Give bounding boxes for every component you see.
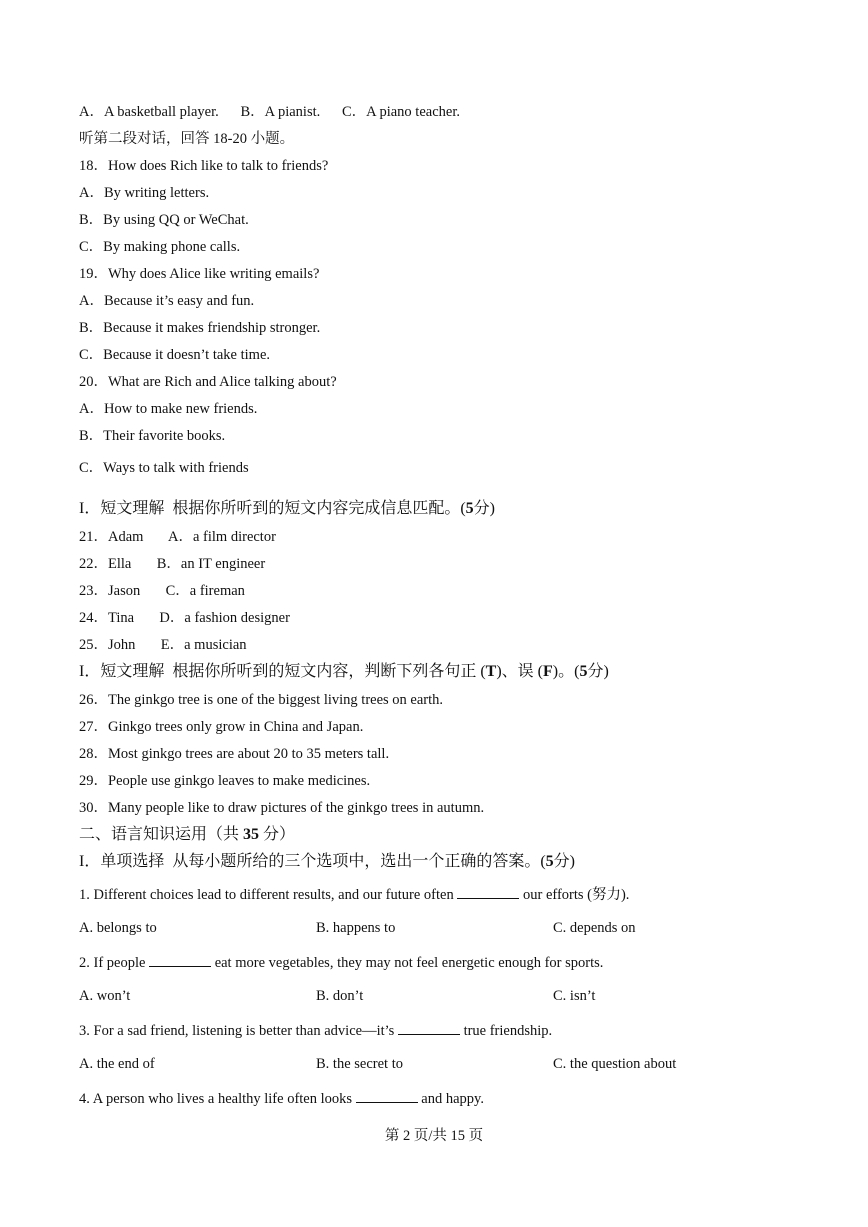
mc-3-option-b: B. the secret to: [316, 1056, 403, 1072]
mc-1-option-a: A. belongs to: [79, 920, 157, 936]
dialogue-2-instruction: 听第二段对话，回答 18-20 小题。: [79, 131, 295, 147]
mc-question-2: 2. If people eat more vegetables, they may not feel energetic enough for sports.: [79, 955, 604, 971]
matching-item-24: 24．Tina D．a fashion designer: [79, 610, 290, 626]
question-18: 18．How does Rich like to talk to friends?: [79, 158, 329, 174]
line-17-options: A．A basketball player. B．A pianist. C．A piano teacher.: [79, 104, 460, 120]
option-19-b: B．Because it makes friendship stronger.: [79, 320, 321, 336]
option-18-c: C．By making phone calls.: [79, 239, 241, 255]
mc-2-option-c: C. isn’t: [553, 988, 596, 1004]
section-matching-heading: I．短文理解 根据你所听到的短文内容完成信息匹配。(5分): [79, 500, 496, 517]
option-18-a: A．By writing letters.: [79, 185, 210, 201]
section-true-false-heading: I．短文理解 根据你所听到的短文内容，判断下列各句正 (T)、误 (F)。(5分): [79, 663, 609, 680]
mc-question-3: 3. For a sad friend, listening is better than advice—it’s true friendship.: [79, 1023, 553, 1039]
question-20: 20．What are Rich and Alice talking about?: [79, 374, 337, 390]
single-choice-heading: I．单项选择 从每小题所给的三个选项中，选出一个正确的答案。(5分): [79, 853, 576, 870]
matching-item-21: 21．Adam A．a film director: [79, 529, 276, 545]
answer-blank[interactable]: [457, 885, 519, 899]
answer-blank[interactable]: [356, 1089, 418, 1103]
part-2-heading: 二、语言知识运用（共 35 分）: [79, 826, 296, 843]
mc-2-option-a: A. won’t: [79, 988, 131, 1004]
option-20-a: A．How to make new friends.: [79, 401, 258, 417]
option-20-b: B．Their favorite books.: [79, 428, 226, 444]
mc-3-option-a: A. the end of: [79, 1056, 155, 1072]
question-19: 19．Why does Alice like writing emails?: [79, 266, 320, 282]
tf-item-28: 28．Most ginkgo trees are about 20 to 35 meters tall.: [79, 746, 390, 762]
matching-item-23: 23．Jason C．a fireman: [79, 583, 245, 599]
option-19-c: C．Because it doesn’t take time.: [79, 347, 271, 363]
matching-item-25: 25．John E．a musician: [79, 637, 247, 653]
mc-question-1: 1. Different choices lead to different results, and our future often our efforts (努力).: [79, 887, 630, 903]
option-20-c: C．Ways to talk with friends: [79, 460, 249, 476]
answer-blank[interactable]: [149, 953, 211, 967]
tf-item-27: 27．Ginkgo trees only grow in China and Japan.: [79, 719, 364, 735]
option-19-a: A．Because it’s easy and fun.: [79, 293, 255, 309]
page-number-footer: 第 2 页/共 15 页: [384, 1128, 484, 1144]
tf-item-29: 29．People use ginkgo leaves to make medicines.: [79, 773, 371, 789]
mc-question-4: 4. A person who lives a healthy life often looks and happy.: [79, 1091, 484, 1107]
tf-item-30: 30．Many people like to draw pictures of the ginkgo trees in autumn.: [79, 800, 485, 816]
mc-1-option-b: B. happens to: [316, 920, 396, 936]
mc-3-option-c: C. the question about: [553, 1056, 677, 1072]
tf-item-26: 26．The ginkgo tree is one of the biggest living trees on earth.: [79, 692, 444, 708]
answer-blank[interactable]: [398, 1021, 460, 1035]
mc-1-option-c: C. depends on: [553, 920, 636, 936]
matching-item-22: 22．Ella B．an IT engineer: [79, 556, 266, 572]
option-18-b: B．By using QQ or WeChat.: [79, 212, 249, 228]
mc-2-option-b: B. don’t: [316, 988, 364, 1004]
